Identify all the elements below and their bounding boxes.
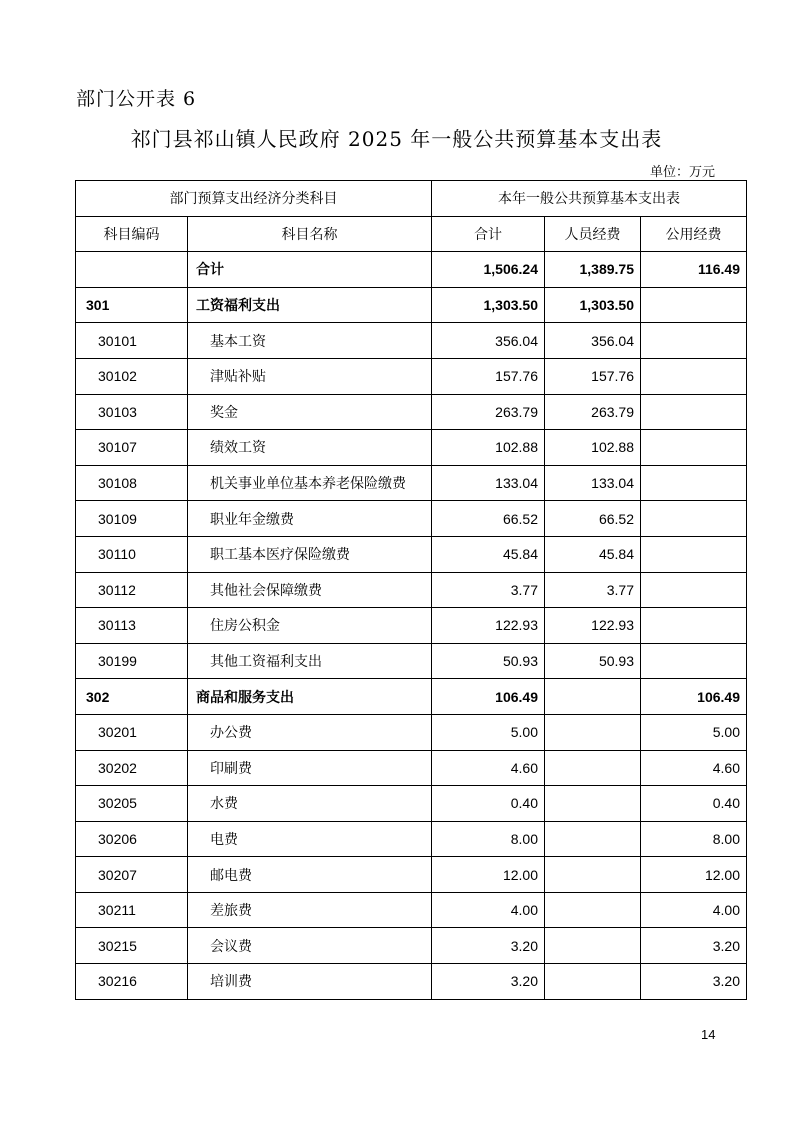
- row-code: 30103: [76, 394, 188, 430]
- table-row: [76, 430, 747, 466]
- row-public: 3.20: [641, 964, 747, 1000]
- row-personnel: [545, 964, 641, 1000]
- table-row: [76, 786, 747, 822]
- row-code: 30205: [76, 786, 188, 822]
- row-name: 会议费: [188, 928, 432, 964]
- table-row: [76, 892, 747, 928]
- row-total: 122.93: [432, 608, 545, 644]
- row-code: 30199: [76, 643, 188, 679]
- row-code: 30112: [76, 572, 188, 608]
- row-code: 30108: [76, 465, 188, 501]
- unit-label: 单位：万元: [649, 165, 715, 180]
- row-personnel: 45.84: [545, 536, 641, 572]
- row-personnel: [545, 679, 641, 715]
- row-total: 0.40: [432, 786, 545, 822]
- table-row: [76, 536, 747, 572]
- row-public: 0.40: [641, 786, 747, 822]
- table-row: [76, 572, 747, 608]
- row-personnel: 122.93: [545, 608, 641, 644]
- row-code: 30206: [76, 821, 188, 857]
- row-name: 培训费: [188, 964, 432, 1000]
- row-code: 302: [76, 679, 188, 715]
- row-code: 30109: [76, 501, 188, 537]
- row-code: 30102: [76, 358, 188, 394]
- row-public: 4.00: [641, 892, 747, 928]
- row-code: 30215: [76, 928, 188, 964]
- row-personnel: 66.52: [545, 501, 641, 537]
- row-public: [641, 643, 747, 679]
- row-personnel: 3.77: [545, 572, 641, 608]
- row-total: 3.20: [432, 928, 545, 964]
- row-code: 30107: [76, 430, 188, 466]
- header-column-row: [76, 216, 747, 252]
- row-public: 5.00: [641, 714, 747, 750]
- header-group-row: [76, 181, 747, 217]
- row-personnel: [545, 857, 641, 893]
- table-row: [76, 928, 747, 964]
- row-code: 30207: [76, 857, 188, 893]
- table-row: [76, 394, 747, 430]
- table-row: [76, 608, 747, 644]
- row-total: 4.60: [432, 750, 545, 786]
- row-name: 邮电费: [188, 857, 432, 893]
- row-personnel: [545, 892, 641, 928]
- header-group-right: 本年一般公共预算基本支出表: [432, 181, 747, 217]
- row-public: 8.00: [641, 821, 747, 857]
- row-name: 商品和服务支出: [188, 679, 432, 715]
- row-public: [641, 430, 747, 466]
- table-row: [76, 252, 747, 288]
- doc-label: 部门公开表 6: [76, 88, 197, 110]
- row-name: 其他工资福利支出: [188, 643, 432, 679]
- row-total: 157.76: [432, 358, 545, 394]
- row-code: 30113: [76, 608, 188, 644]
- header-name: 科目名称: [188, 216, 432, 252]
- row-code: [76, 252, 188, 288]
- row-total: 3.20: [432, 964, 545, 1000]
- row-total: 4.00: [432, 892, 545, 928]
- row-personnel: 356.04: [545, 323, 641, 359]
- page-title: 祁门县祁山镇人民政府 2025 年一般公共预算基本支出表: [130, 127, 663, 151]
- row-total: 263.79: [432, 394, 545, 430]
- row-name: 奖金: [188, 394, 432, 430]
- row-code: 30201: [76, 714, 188, 750]
- table-row: [76, 643, 747, 679]
- table-row: [76, 750, 747, 786]
- row-code: 30211: [76, 892, 188, 928]
- row-code: 30110: [76, 536, 188, 572]
- row-public: [641, 394, 747, 430]
- row-public: [641, 358, 747, 394]
- row-name: 办公费: [188, 714, 432, 750]
- row-total: 5.00: [432, 714, 545, 750]
- row-code: 30202: [76, 750, 188, 786]
- table-row: [76, 857, 747, 893]
- table-row: [76, 679, 747, 715]
- row-public: [641, 572, 747, 608]
- row-total: 133.04: [432, 465, 545, 501]
- row-personnel: [545, 750, 641, 786]
- row-personnel: [545, 714, 641, 750]
- row-total: 3.77: [432, 572, 545, 608]
- header-public: 公用经费: [641, 216, 747, 252]
- table-row: [76, 323, 747, 359]
- row-total: 356.04: [432, 323, 545, 359]
- row-total: 8.00: [432, 821, 545, 857]
- row-personnel: 157.76: [545, 358, 641, 394]
- row-public: [641, 536, 747, 572]
- row-personnel: 133.04: [545, 465, 641, 501]
- table-row: [76, 501, 747, 537]
- header-personnel: 人员经费: [545, 216, 641, 252]
- row-name: 电费: [188, 821, 432, 857]
- row-public: 106.49: [641, 679, 747, 715]
- row-public: 3.20: [641, 928, 747, 964]
- row-public: [641, 287, 747, 323]
- header-code: 科目编码: [76, 216, 188, 252]
- row-public: [641, 323, 747, 359]
- row-name: 印刷费: [188, 750, 432, 786]
- row-total: 45.84: [432, 536, 545, 572]
- row-name: 水费: [188, 786, 432, 822]
- row-name: 基本工资: [188, 323, 432, 359]
- row-personnel: [545, 928, 641, 964]
- row-total: 106.49: [432, 679, 545, 715]
- budget-table: [75, 180, 747, 1000]
- row-personnel: 102.88: [545, 430, 641, 466]
- row-personnel: 1,303.50: [545, 287, 641, 323]
- row-public: [641, 501, 747, 537]
- header-total: 合计: [432, 216, 545, 252]
- row-name: 机关事业单位基本养老保险缴费: [188, 465, 432, 501]
- row-total: 102.88: [432, 430, 545, 466]
- row-total: 1,506.24: [432, 252, 545, 288]
- header-group-left: 部门预算支出经济分类科目: [76, 181, 432, 217]
- row-name: 津贴补贴: [188, 358, 432, 394]
- row-name: 工资福利支出: [188, 287, 432, 323]
- row-code: 30101: [76, 323, 188, 359]
- row-total: 12.00: [432, 857, 545, 893]
- row-public: [641, 465, 747, 501]
- table-row: [76, 821, 747, 857]
- row-personnel: 50.93: [545, 643, 641, 679]
- row-name: 其他社会保障缴费: [188, 572, 432, 608]
- row-name: 住房公积金: [188, 608, 432, 644]
- table-row: [76, 465, 747, 501]
- row-name: 绩效工资: [188, 430, 432, 466]
- row-public: 12.00: [641, 857, 747, 893]
- table-row: [76, 358, 747, 394]
- row-code: 301: [76, 287, 188, 323]
- row-name: 合计: [188, 252, 432, 288]
- row-name: 差旅费: [188, 892, 432, 928]
- row-name: 职业年金缴费: [188, 501, 432, 537]
- row-public: 116.49: [641, 252, 747, 288]
- row-public: [641, 608, 747, 644]
- table-row: [76, 964, 747, 1000]
- row-personnel: 263.79: [545, 394, 641, 430]
- row-total: 66.52: [432, 501, 545, 537]
- table-row: [76, 287, 747, 323]
- row-personnel: [545, 786, 641, 822]
- row-total: 50.93: [432, 643, 545, 679]
- row-code: 30216: [76, 964, 188, 1000]
- row-personnel: 1,389.75: [545, 252, 641, 288]
- table-row: [76, 714, 747, 750]
- row-name: 职工基本医疗保险缴费: [188, 536, 432, 572]
- row-total: 1,303.50: [432, 287, 545, 323]
- row-personnel: [545, 821, 641, 857]
- page-number: 14: [701, 1027, 716, 1042]
- row-public: 4.60: [641, 750, 747, 786]
